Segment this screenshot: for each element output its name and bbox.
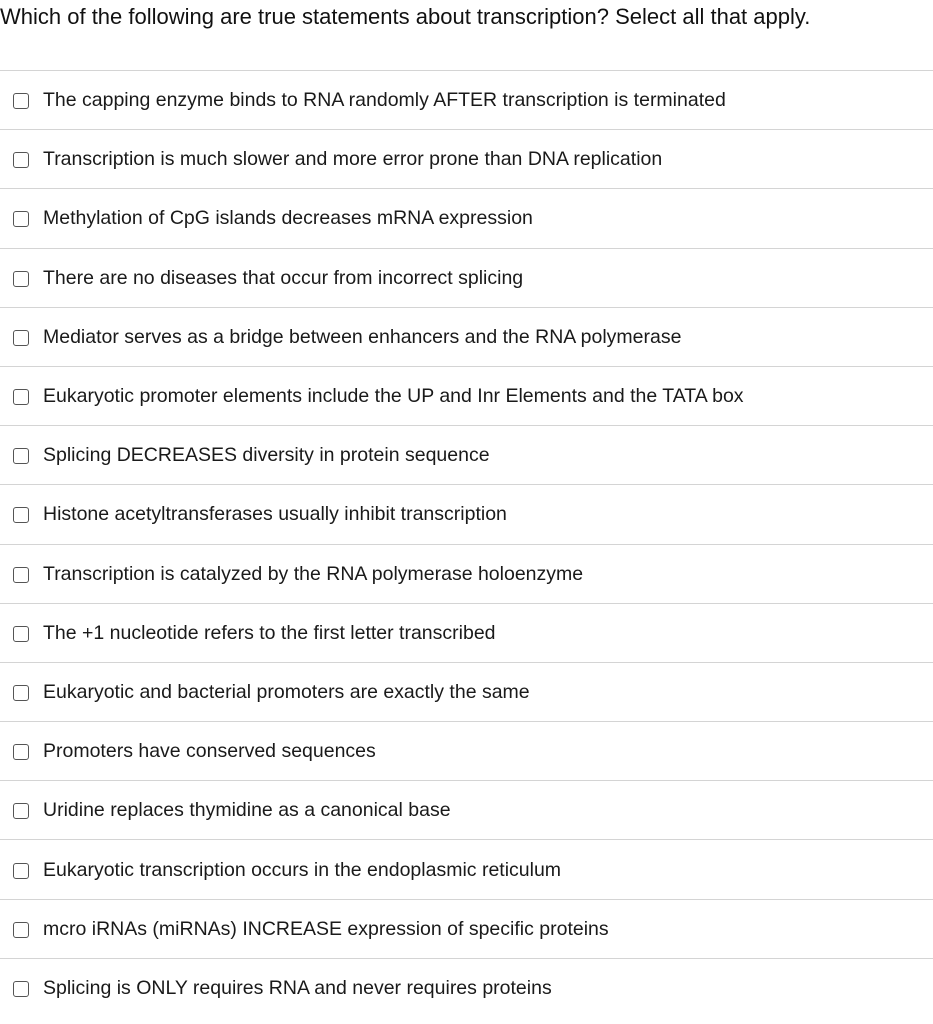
checkbox[interactable] xyxy=(13,922,29,938)
answer-option[interactable] xyxy=(0,663,933,722)
option-label: Promoters have conserved sequences xyxy=(43,740,376,763)
answer-option[interactable] xyxy=(0,426,933,485)
answer-option[interactable] xyxy=(0,367,933,426)
checkbox[interactable] xyxy=(13,863,29,879)
answer-option[interactable] xyxy=(0,71,933,130)
answer-option[interactable] xyxy=(0,485,933,544)
answer-option[interactable] xyxy=(0,840,933,899)
option-label: Histone acetyltransferases usually inhibit transcription xyxy=(43,503,507,526)
option-label: Transcription is catalyzed by the RNA polymerase holoenzyme xyxy=(43,562,584,585)
checkbox[interactable] xyxy=(13,389,29,405)
answer-option[interactable] xyxy=(0,130,933,189)
option-label: Eukaryotic transcription occurs in the endoplasmic reticulum xyxy=(43,858,562,881)
answer-option[interactable] xyxy=(0,722,933,781)
answer-option[interactable] xyxy=(0,604,933,663)
option-label: Splicing DECREASES diversity in protein sequence xyxy=(43,444,490,467)
option-label: The +1 nucleotide refers to the first letter transcribed xyxy=(43,621,496,644)
checkbox[interactable] xyxy=(13,271,29,287)
option-label: Uridine replaces thymidine as a canonical base xyxy=(43,799,451,822)
answer-option[interactable] xyxy=(0,249,933,308)
option-label: Mediator serves as a bridge between enhancers and the RNA polymerase xyxy=(43,325,682,348)
checkbox[interactable] xyxy=(13,152,29,168)
question-text: Which of the following are true statements about transcription? Select all that apply. xyxy=(0,4,811,29)
option-label: Transcription is much slower and more error prone than DNA replication xyxy=(43,148,663,171)
checkbox[interactable] xyxy=(13,93,29,109)
checkbox[interactable] xyxy=(13,211,29,227)
option-label: Splicing is ONLY requires RNA and never requires proteins xyxy=(43,977,552,1000)
checkbox[interactable] xyxy=(13,330,29,346)
option-label: There are no diseases that occur from incorrect splicing xyxy=(43,266,524,289)
answer-option[interactable] xyxy=(0,781,933,840)
answer-option[interactable] xyxy=(0,308,933,367)
checkbox[interactable] xyxy=(13,981,29,997)
answer-options-list xyxy=(0,70,933,1018)
checkbox[interactable] xyxy=(13,567,29,583)
checkbox[interactable] xyxy=(13,448,29,464)
checkbox[interactable] xyxy=(13,744,29,760)
option-label: Eukaryotic promoter elements include the UP and Inr Elements and the TATA box xyxy=(43,385,744,408)
answer-option[interactable] xyxy=(0,900,933,959)
option-label: mcro iRNAs (miRNAs) INCREASE expression of specific proteins xyxy=(43,917,609,940)
option-label: Eukaryotic and bacterial promoters are exactly the same xyxy=(43,680,530,703)
answer-option[interactable] xyxy=(0,189,933,248)
option-label: The capping enzyme binds to RNA randomly AFTER transcription is terminated xyxy=(43,89,726,112)
answer-option[interactable] xyxy=(0,545,933,604)
answer-option[interactable] xyxy=(0,959,933,1018)
checkbox[interactable] xyxy=(13,507,29,523)
checkbox[interactable] xyxy=(13,803,29,819)
checkbox[interactable] xyxy=(13,685,29,701)
checkbox[interactable] xyxy=(13,626,29,642)
option-label: Methylation of CpG islands decreases mRNA expression xyxy=(43,207,533,230)
